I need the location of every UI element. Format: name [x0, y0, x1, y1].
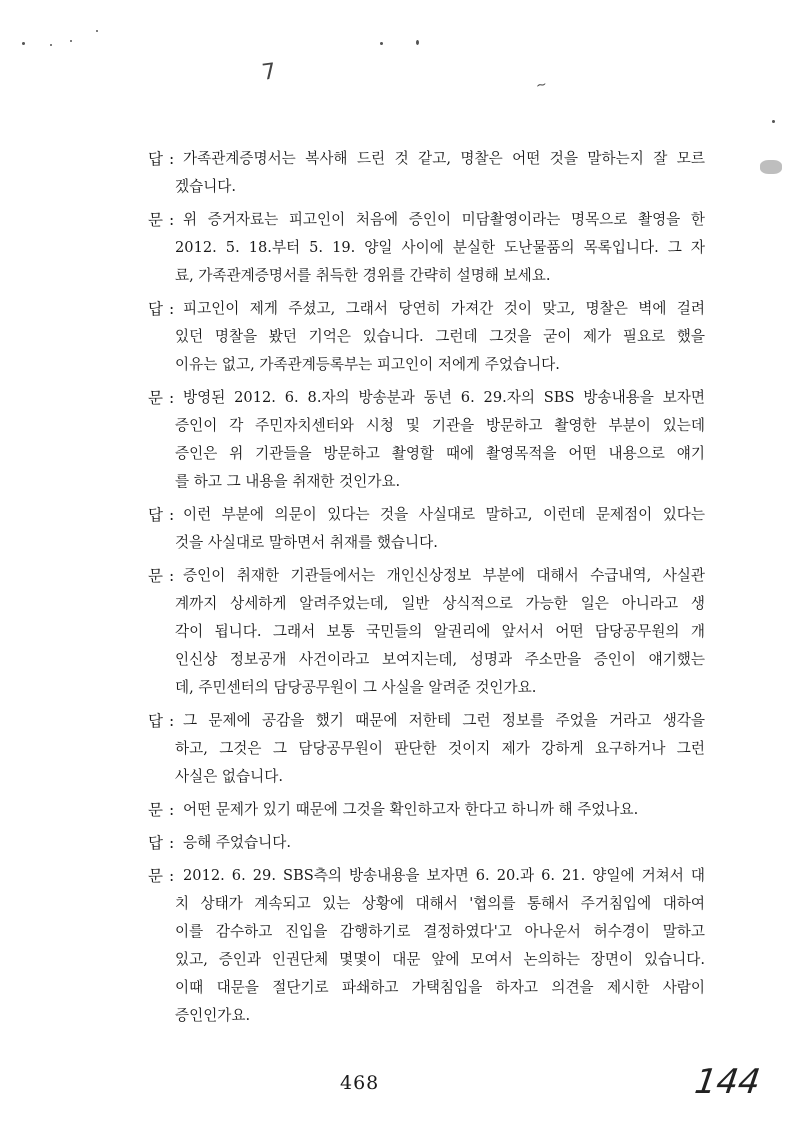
qa-line-row [0, 618, 800, 646]
qa-line-text: 이를 감수하고 진입을 감행하기로 결정하였다'고 아나운서 허수경이 말하고 [175, 923, 705, 940]
qa-line-row [0, 262, 800, 290]
qa-line-text: 증인은 위 기관들을 방문하고 촬영할 때에 촬영목적을 어떤 내용으로 얘기 [175, 445, 705, 462]
question-marker: 문 [148, 211, 163, 229]
page-number: 468 [340, 1072, 380, 1094]
qa-line-row [0, 707, 800, 735]
marker-colon: : [169, 150, 175, 168]
qa-line-text: 그 문제에 공감을 했기 때문에 저한테 그런 정보를 주었을 거라고 생각을 [183, 712, 705, 729]
qa-line-row [0, 1002, 800, 1030]
qa-line-row [0, 384, 800, 412]
marker-colon: : [169, 867, 175, 885]
qa-line-text: 사실은 없습니다. [175, 768, 283, 785]
qa-line-row [0, 646, 800, 674]
qa-line-text: 증인이 취재한 기관들에서는 개인신상정보 부분에 대해서 수급내역, 사실관 [183, 567, 705, 584]
qa-line-row [0, 206, 800, 234]
qa-line-text: 이때 대문을 절단기로 파쇄하고 가택침입을 하자고 의견을 제시한 사람이 [175, 979, 705, 996]
marker-colon: : [169, 389, 175, 407]
scan-speck [96, 30, 98, 32]
question-marker: 문 [148, 801, 163, 819]
answer-marker: 답 [148, 506, 163, 524]
qa-entry [0, 206, 800, 290]
qa-line-row [0, 145, 800, 173]
marker-colon: : [169, 712, 175, 730]
qa-line-row [0, 796, 800, 824]
qa-line-text: 증인인가요. [175, 1007, 251, 1024]
qa-line-row [0, 890, 800, 918]
marker-colon: : [169, 567, 175, 585]
scan-speck [22, 42, 25, 45]
qa-entry [0, 295, 800, 379]
qa-line-text: 것을 사실대로 말하면서 취재를 했습니다. [175, 534, 438, 551]
question-marker: 문 [148, 567, 163, 585]
qa-line-text: 이런 부분에 의문이 있다는 것을 사실대로 말하고, 이런데 문제점이 있다는 [183, 506, 705, 523]
answer-marker: 답 [148, 300, 163, 318]
qa-line-row [0, 234, 800, 262]
answer-marker: 답 [148, 834, 163, 852]
qa-line-row [0, 862, 800, 890]
qa-line-row [0, 735, 800, 763]
qa-line-row [0, 946, 800, 974]
qa-line-text: 2012. 6. 29. SBS측의 방송내용을 보자면 6. 20.과 6. 21. 양일에 거쳐서 대 [183, 867, 705, 884]
qa-line-text: 어떤 문제가 있기 때문에 그것을 확인하고자 한다고 하니까 해 주었나요. [183, 801, 639, 818]
qa-line-text: 있고, 증인과 인권단체 몇몇이 대문 앞에 모여서 논의하는 장면이 있습니다. [175, 951, 705, 968]
qa-line-text: 2012. 5. 18.부터 5. 19. 양일 사이에 분실한 도난물품의 목록입니다. 그 자 [175, 239, 705, 256]
qa-line-row [0, 412, 800, 440]
scratch-mark: ~ [534, 77, 549, 94]
qa-line-text: 응해 주었습니다. [183, 834, 291, 851]
qa-line-text: 계까지 상세하게 알려주었는데, 일반 상식적으로 가능한 일은 아니라고 생 [175, 595, 705, 612]
qa-line-row [0, 295, 800, 323]
qa-entry [0, 384, 800, 496]
scan-speck [70, 40, 72, 42]
marker-colon: : [169, 506, 175, 524]
qa-line-text: 각이 됩니다. 그래서 보통 국민들의 알권리에 앞서서 어떤 담당공무원의 개 [175, 623, 705, 640]
answer-marker: 답 [148, 712, 163, 730]
qa-line-text: 하고, 그것은 그 담당공무원이 판단한 것이지 제가 강하게 요구하거나 그런 [175, 740, 705, 757]
scan-speck [772, 120, 775, 123]
qa-entry [0, 829, 800, 857]
qa-line-text: 치 상태가 계속되고 있는 상황에 대해서 '협의를 통해서 주거침입에 대하여 [175, 895, 705, 912]
qa-line-row [0, 829, 800, 857]
qa-entry [0, 562, 800, 702]
qa-line-text: 피고인이 제게 주셨고, 그래서 당연히 가져간 것이 맞고, 명찰은 벽에 걸려 [183, 300, 705, 317]
qa-line-row [0, 763, 800, 791]
qa-entry [0, 501, 800, 557]
qa-line-text: 증인이 각 주민자치센터와 시청 및 기관을 방문하고 촬영한 부분이 있는데 [175, 417, 705, 434]
marker-colon: : [169, 801, 175, 819]
qa-line-text: 료, 가족관계증명서를 취득한 경위를 간략히 설명해 보세요. [175, 267, 551, 284]
scan-speck [380, 42, 383, 45]
qa-line-row [0, 674, 800, 702]
qa-line-row [0, 501, 800, 529]
qa-entry [0, 707, 800, 791]
handwritten-mark: 7 [260, 59, 278, 86]
qa-entry [0, 862, 800, 1030]
qa-line-text: 겠습니다. [175, 178, 237, 195]
qa-line-text: 있던 명찰을 봤던 기억은 있습니다. 그런데 그것을 굳이 제가 필요로 했을 [175, 328, 705, 345]
question-marker: 문 [148, 867, 163, 885]
scan-speck [50, 44, 52, 46]
qa-line-text: 데, 주민센터의 담당공무원이 그 사실을 알려준 것인가요. [175, 679, 537, 696]
qa-line-row [0, 323, 800, 351]
qa-line-text: 이유는 없고, 가족관계등록부는 피고인이 저에게 주었습니다. [175, 356, 560, 373]
qa-line-row [0, 440, 800, 468]
qa-line-text: 방영된 2012. 6. 8.자의 방송분과 동년 6. 29.자의 SBS 방송내용을 보자면 [183, 389, 705, 406]
qa-entry [0, 796, 800, 824]
answer-marker: 답 [148, 150, 163, 168]
qa-line-text: 가족관계증명서는 복사해 드린 것 같고, 명찰은 어떤 것을 말하는지 잘 모르 [183, 150, 705, 167]
scan-speck [416, 40, 419, 45]
qa-line-row [0, 562, 800, 590]
marker-colon: : [169, 211, 175, 229]
qa-line-row [0, 918, 800, 946]
qa-entry [0, 145, 800, 201]
marker-colon: : [169, 834, 175, 852]
qa-line-row [0, 974, 800, 1002]
qa-line-row [0, 351, 800, 379]
handwritten-page-number: 144 [692, 1062, 763, 1102]
qa-line-row [0, 173, 800, 201]
qa-line-row [0, 468, 800, 496]
qa-line-row [0, 590, 800, 618]
question-marker: 문 [148, 389, 163, 407]
marker-colon: : [169, 300, 175, 318]
qa-line-text: 위 증거자료는 피고인이 처음에 증인이 미담촬영이라는 명목으로 촬영을 한 [183, 211, 705, 228]
qa-line-text: 인신상 정보공개 사건이라고 보여지는데, 성명과 주소만을 증인이 얘기했는 [175, 651, 705, 668]
qa-line-row [0, 529, 800, 557]
qa-line-text: 를 하고 그 내용을 취재한 것인가요. [175, 473, 401, 490]
